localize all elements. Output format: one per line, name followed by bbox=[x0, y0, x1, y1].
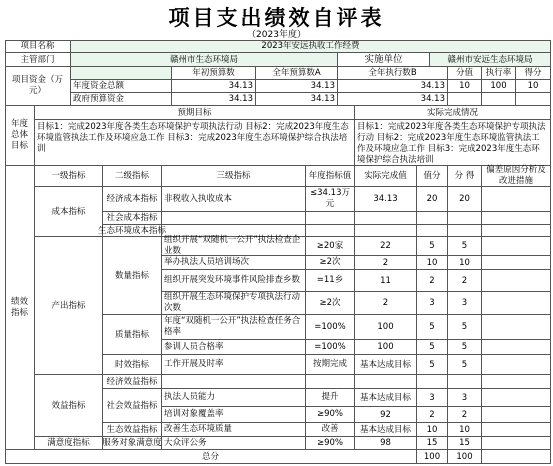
gov-exec: 34.13 bbox=[338, 93, 448, 106]
indicator-name: 大众评公务 bbox=[162, 437, 306, 450]
indicator-actual: 2 bbox=[355, 292, 417, 315]
indicator-weight: 2 bbox=[417, 407, 448, 423]
indicator-reason bbox=[482, 340, 551, 355]
project-name-value: 2023年安远执收工作经费 bbox=[71, 40, 551, 53]
total-rate: 100 bbox=[482, 80, 516, 93]
indicator-name: 培训对象覆盖率 bbox=[162, 407, 306, 423]
indicator-target: ≤34.13万元 bbox=[306, 187, 355, 212]
total-weight-value: 100 bbox=[417, 450, 448, 464]
indicator-name: 组织开展“双随机一公开”执法检查企业数 bbox=[162, 237, 306, 256]
gov-score bbox=[516, 93, 551, 106]
indicator-weight: 5 bbox=[417, 340, 448, 355]
gov-annual: 34.13 bbox=[172, 93, 256, 106]
indicator-target: =100% bbox=[306, 315, 355, 340]
indicator-reason bbox=[482, 256, 551, 270]
header-level1: 一级指标 bbox=[35, 166, 103, 187]
level2-social-benefit: 社会效益指标 bbox=[103, 389, 162, 423]
header-level3: 三级指标 bbox=[162, 166, 306, 187]
indicator-actual: 11 bbox=[355, 270, 417, 292]
level2-service-satisfaction: 服务对象满意度 bbox=[102, 438, 162, 448]
actual-goal-text: 目标1：完成2023年度各类生态环境保护专项执法行动 目标2：完成2023年度生态环境监管执法工作及环境应急工作 目标3：完成2023年度生态环境保护综合执法培训 bbox=[355, 120, 551, 166]
funds-header-blank bbox=[71, 67, 172, 80]
indicator-score: 5 bbox=[448, 355, 482, 375]
blank-cell bbox=[482, 375, 551, 389]
col-score: 得分 bbox=[516, 67, 551, 80]
indicator-weight: 10 bbox=[417, 256, 448, 270]
indicator-weight: 5 bbox=[417, 315, 448, 340]
indicator-name: 执法人员能力 bbox=[162, 389, 306, 407]
indicator-name: 工作开展及时率 bbox=[162, 355, 306, 375]
indicator-weight: 15 bbox=[417, 437, 448, 450]
report-year: （2023年度） bbox=[247, 30, 306, 40]
level2-economic-benefit: 经济效益指标 bbox=[103, 375, 162, 389]
indicator-actual: 基本达成目标 bbox=[355, 389, 417, 407]
total-annual: 34.13 bbox=[172, 80, 256, 93]
gov-weight bbox=[448, 93, 482, 106]
indicator-actual: 2 bbox=[355, 256, 417, 270]
blank-cell bbox=[482, 225, 551, 237]
gov-rate bbox=[482, 93, 516, 106]
col-exec-rate: 执行率 bbox=[482, 67, 516, 80]
indicator-name: 组织开展生态环境保护专项执法行动次数 bbox=[162, 292, 306, 315]
row-total-label: 年度资金总额 bbox=[71, 80, 172, 93]
indicator-target: 改善 bbox=[306, 423, 355, 437]
indicator-reason bbox=[482, 187, 551, 212]
level2-timeliness: 时效指标 bbox=[103, 355, 162, 375]
level1-benefit: 效益指标 bbox=[35, 375, 103, 437]
indicator-weight: 3 bbox=[417, 389, 448, 407]
indicator-score: 20 bbox=[448, 187, 482, 212]
indicator-actual: 100 bbox=[355, 315, 417, 340]
indicator-name: 年度“双随机一公开”执法检查任务合格率 bbox=[162, 315, 306, 340]
header-level2: 二级指标 bbox=[103, 166, 162, 187]
indicator-target: ≥90% bbox=[306, 407, 355, 423]
indicator-target: 按期完成 bbox=[306, 355, 355, 375]
indicator-reason bbox=[482, 315, 551, 340]
indicator-actual: 22 bbox=[355, 237, 417, 256]
project-name-label: 项目名称 bbox=[5, 40, 71, 53]
total-score-value: 100 bbox=[448, 450, 482, 464]
gov-full: 34.13 bbox=[256, 93, 338, 106]
planned-goal-header: 预期目标 bbox=[35, 106, 355, 120]
blank-cell bbox=[482, 212, 551, 225]
indicator-target: =11乡 bbox=[306, 270, 355, 292]
blank-cell bbox=[417, 375, 448, 389]
indicator-reason bbox=[482, 292, 551, 315]
indicator-name: 非税收入执收成本 bbox=[162, 187, 306, 212]
department-value: 赣州市生态环境局 bbox=[71, 53, 338, 67]
header-weight: 值分 bbox=[417, 166, 448, 187]
indicator-score: 10 bbox=[448, 423, 482, 437]
indicator-actual: 92 bbox=[355, 407, 417, 423]
blank-cell bbox=[355, 375, 417, 389]
indicator-name: 举办执法人员培训场次 bbox=[162, 256, 306, 270]
blank-cell bbox=[448, 375, 482, 389]
indicator-score: 2 bbox=[448, 407, 482, 423]
indicator-weight: 20 bbox=[417, 187, 448, 212]
indicator-actual: 基本达成目标 bbox=[355, 423, 417, 437]
level2-quality: 质量指标 bbox=[103, 315, 162, 355]
total-full: 34.13 bbox=[256, 80, 338, 93]
indicator-actual: 34.13 bbox=[355, 187, 417, 212]
indicator-weight: 5 bbox=[417, 355, 448, 375]
blank-cell bbox=[162, 212, 306, 225]
indicator-score: 15 bbox=[448, 437, 482, 450]
indicator-name: 改善生态环境质量 bbox=[162, 423, 306, 437]
level1-output: 产出指标 bbox=[35, 237, 103, 375]
header-target: 年度指标值 bbox=[306, 166, 355, 187]
indicator-target: ≥2次 bbox=[306, 292, 355, 315]
level1-satisfaction: 满意度指标 bbox=[35, 437, 103, 450]
indicator-weight: 2 bbox=[417, 270, 448, 292]
funds-label: 项目资金（万元） bbox=[5, 67, 71, 106]
level1-cost: 成本指标 bbox=[35, 187, 103, 237]
indicator-actual: 98 bbox=[355, 437, 417, 450]
total-score-label: 总分 bbox=[5, 450, 417, 464]
perf-indicators-label: 绩效指标 bbox=[5, 166, 35, 450]
blank-cell bbox=[417, 212, 448, 225]
indicator-reason bbox=[482, 355, 551, 375]
indicator-reason bbox=[482, 237, 551, 256]
level2-economic-cost: 经济成本指标 bbox=[103, 187, 162, 212]
total-weight: 10 bbox=[448, 80, 482, 93]
indicator-target: =100% bbox=[306, 340, 355, 355]
blank-cell bbox=[355, 212, 417, 225]
col-weight: 分值 bbox=[448, 67, 482, 80]
total-score: 10 bbox=[516, 80, 551, 93]
indicator-reason bbox=[482, 270, 551, 292]
indicator-name: 组织开展突发环境事件风险排查乡数 bbox=[162, 270, 306, 292]
indicator-score: 5 bbox=[448, 340, 482, 355]
report-title: 项目支出绩效自评表 bbox=[168, 6, 385, 30]
indicator-score: 10 bbox=[448, 256, 482, 270]
indicator-score: 3 bbox=[448, 389, 482, 407]
indicator-target: ≥90% bbox=[306, 437, 355, 450]
indicator-reason bbox=[482, 423, 551, 437]
level2-eco-benefit: 生态效益指标 bbox=[103, 423, 162, 437]
indicator-actual: 100 bbox=[355, 340, 417, 355]
blank-cell bbox=[162, 375, 306, 389]
indicator-reason bbox=[482, 389, 551, 407]
blank-cell bbox=[448, 225, 482, 237]
blank-cell bbox=[417, 225, 448, 237]
indicator-target: ≥20家 bbox=[306, 237, 355, 256]
indicator-weight: 3 bbox=[417, 292, 448, 315]
col-execution: 全年执行数B bbox=[338, 67, 448, 80]
indicator-weight: 5 bbox=[417, 237, 448, 256]
indicator-reason bbox=[482, 437, 551, 450]
indicator-score: 2 bbox=[448, 270, 482, 292]
indicator-name: 参训人员合格率 bbox=[162, 340, 306, 355]
indicator-score: 5 bbox=[448, 315, 482, 340]
row-gov-label: 政府预算资金 bbox=[71, 93, 172, 106]
blank-cell bbox=[306, 212, 355, 225]
indicator-score: 5 bbox=[448, 237, 482, 256]
level2-social-cost: 社会成本指标 bbox=[103, 212, 162, 225]
header-score: 分 得 bbox=[448, 166, 482, 187]
department-label: 主管部门 bbox=[5, 53, 71, 67]
indicator-actual: 基本达成目标 bbox=[355, 355, 417, 375]
indicator-target: 提升 bbox=[306, 389, 355, 407]
indicator-reason bbox=[482, 407, 551, 423]
planned-goal-text: 目标1：完成2023年度各类生态环境保护专项执法行动 目标2：完成2023年度生态环境监管执法工作及环境应急工作 目标3：完成2023年度生态环境保护综合执法培训 bbox=[35, 120, 355, 166]
col-annual-budget: 年初预算数 bbox=[172, 67, 256, 80]
impl-unit-label: 实施单位 bbox=[338, 53, 430, 67]
level2-quantity: 数量指标 bbox=[103, 237, 162, 315]
header-actual: 实际完成值 bbox=[355, 166, 417, 187]
blank-cell bbox=[355, 225, 417, 237]
total-exec: 34.13 bbox=[338, 80, 448, 93]
total-reason-blank bbox=[482, 450, 551, 464]
blank-cell bbox=[448, 212, 482, 225]
blank-cell bbox=[306, 225, 355, 237]
indicator-score: 3 bbox=[448, 292, 482, 315]
indicator-target: ≥2次 bbox=[306, 256, 355, 270]
indicator-weight: 10 bbox=[417, 423, 448, 437]
goals-label: 年度总体目标 bbox=[5, 106, 35, 166]
header-reason: 偏差原因分析及改进措施 bbox=[482, 166, 551, 187]
col-full-budget: 全年预算数A bbox=[256, 67, 338, 80]
blank-cell bbox=[306, 375, 355, 389]
impl-unit-value: 赣州市安远生态环境局 bbox=[430, 53, 551, 67]
actual-goal-header: 实际完成情况 bbox=[355, 106, 551, 120]
level2-eco-cost: 生态环境成本指标 bbox=[98, 225, 167, 236]
